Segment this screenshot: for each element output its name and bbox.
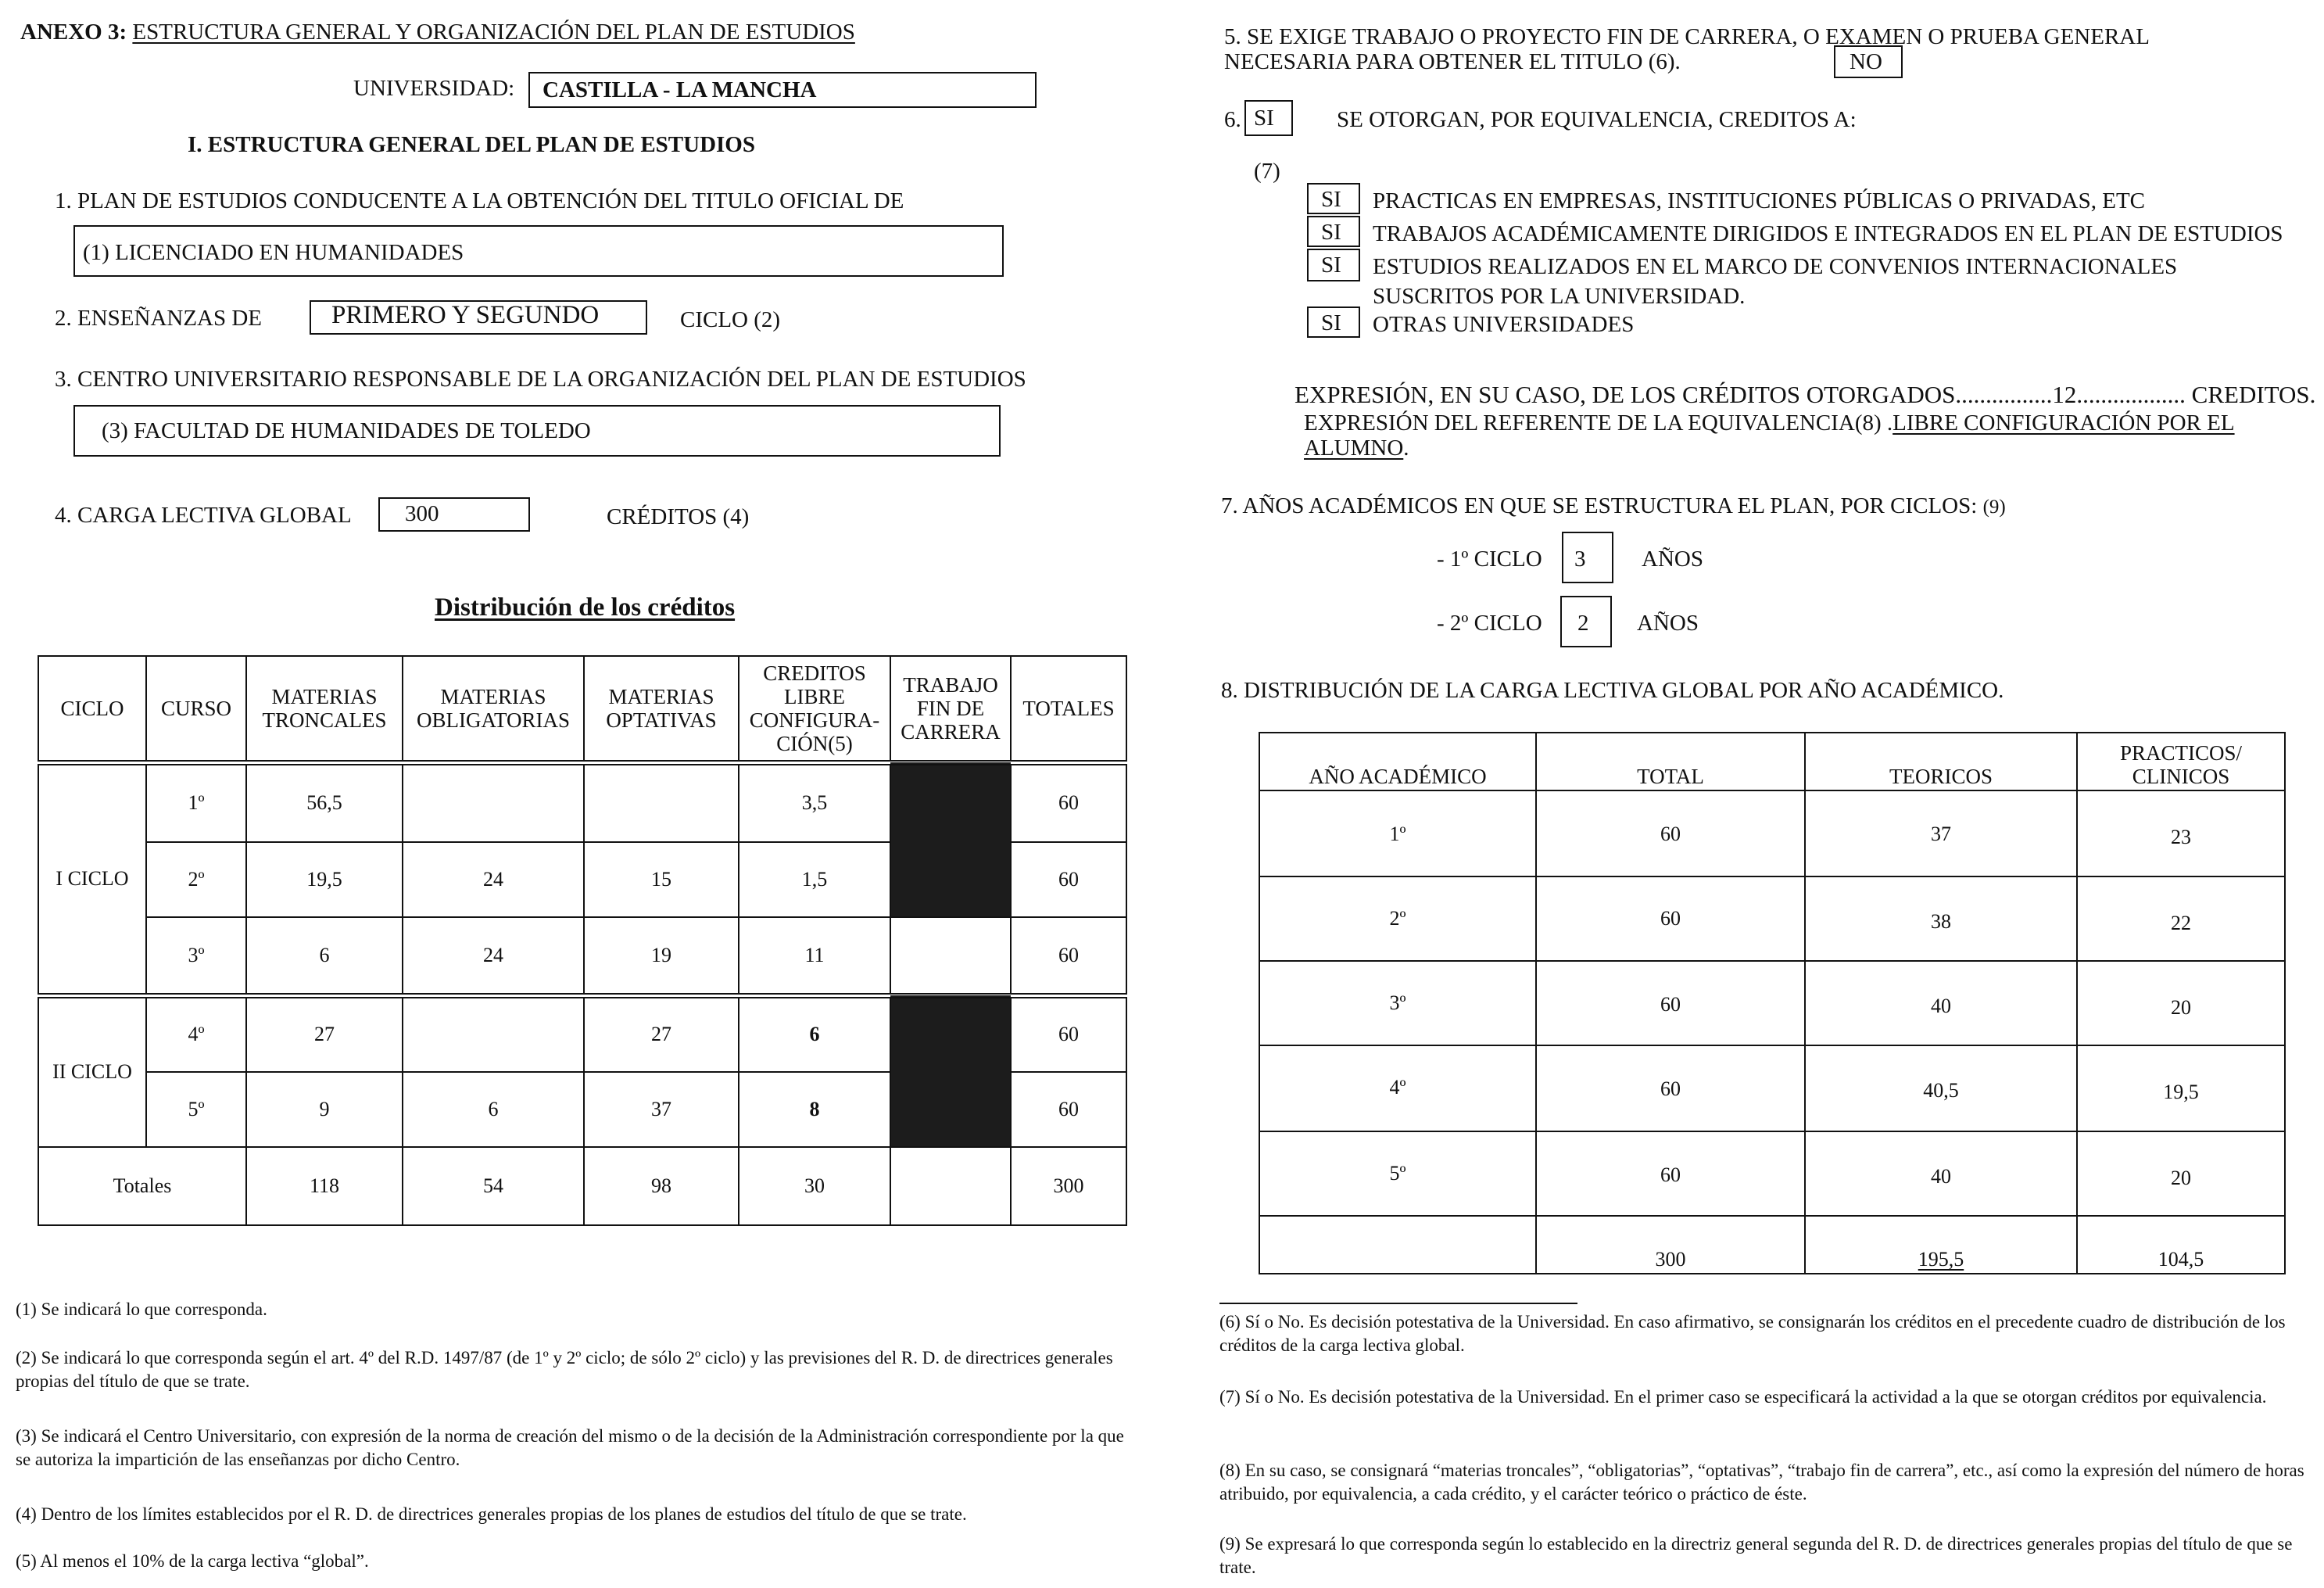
- libre-cell: 3,5: [739, 762, 890, 842]
- header-curso: CURSO: [146, 656, 246, 762]
- item3-label: 3. CENTRO UNIVERSITARIO RESPONSABLE DE LA ORGANIZACIÓN DEL PLAN DE ESTUDIOS: [55, 367, 1026, 392]
- optativas-cell: 37: [584, 1072, 739, 1147]
- practicos-cell: 23: [2077, 790, 2285, 876]
- total-cell: 60: [1536, 790, 1805, 876]
- table-row: [1259, 1131, 2285, 1216]
- troncales-cell: 56,5: [246, 762, 403, 842]
- header-totales: TOTALES: [1011, 656, 1126, 762]
- item2-value: PRIMERO Y SEGUNDO: [331, 301, 600, 329]
- teoricos-cell: 40: [1805, 1131, 2077, 1216]
- anexo-title: ESTRUCTURA GENERAL Y ORGANIZACIÓN DEL PLAN DE ESTUDIOS: [132, 20, 855, 45]
- header-libre: CREDITOS LIBRE CONFIGURA-CIÓN(5): [739, 656, 890, 762]
- footnote-9: (9) Se expresará lo que corresponda según lo establecido en la directriz general segunda del R. D. de directrices generales propias del título de que se trate.: [1219, 1534, 2293, 1577]
- trabajo-shaded-cell: [890, 762, 1011, 917]
- carga-header-practicos: PRACTICOS/ CLINICOS: [2077, 733, 2285, 790]
- expresion-referente-label: EXPRESIÓN DEL REFERENTE DE LA EQUIVALENCIA(8) .: [1304, 410, 1893, 436]
- item4-label: 4. CARGA LECTIVA GLOBAL: [55, 503, 352, 528]
- universidad-label: UNIVERSIDAD:: [353, 76, 515, 101]
- teoricos-cell: 40: [1805, 961, 2077, 1045]
- footnote-7: (7) Sí o No. Es decisión potestativa de la Universidad. En el primer caso se especificará la actividad a la que se otorgan créditos por equivalencia.: [1219, 1387, 2267, 1407]
- ciclo1-label: - 1º CICLO: [1437, 547, 1542, 572]
- item4-box: [378, 497, 530, 532]
- practicos-total: 104,5: [2077, 1216, 2285, 1274]
- ano-total: [1259, 1216, 1536, 1274]
- curso-cell: 3º: [146, 917, 246, 995]
- total-cell: 60: [1536, 1045, 1805, 1131]
- footnote-8: (8) En su caso, se consignará “materias troncales”, “obligatorias”, “optativas”, “trabajo fin de carrera”, etc., así como la expresión del número de horas atribuido, por equivalencia, a cada crédito, y el carácter teórico o práctico de éste.: [1219, 1461, 2304, 1504]
- section-title: I. ESTRUCTURA GENERAL DEL PLAN DE ESTUDIOS: [188, 132, 755, 157]
- item3-value: (3) FACULTAD DE HUMANIDADES DE TOLEDO: [102, 418, 591, 443]
- ano-cell: 5º: [1259, 1131, 1536, 1216]
- carga-header-ano: AÑO ACADÉMICO: [1259, 733, 1536, 790]
- libre-cell: 6: [739, 995, 890, 1072]
- obligatorias-cell: [403, 995, 584, 1072]
- teoricos-cell: 40,5: [1805, 1045, 2077, 1131]
- footnote-2: (2) Se indicará lo que corresponda según el art. 4º del R.D. 1497/87 (de 1º y 2º ciclo; de sólo 2º ciclo) y las previsiones del R. D. de directrices generales propias del título de que se trate.: [16, 1348, 1113, 1391]
- footnote-4: (4) Dentro de los límites establecidos por el R. D. de directrices generales propias de los planes de estudios del título de que se trate.: [16, 1504, 967, 1524]
- total-cell: 60: [1536, 1131, 1805, 1216]
- equiv-value-2: SI: [1321, 220, 1341, 245]
- ano-cell: 2º: [1259, 876, 1536, 961]
- ciclo1-value: 3: [1574, 547, 1586, 572]
- practicos-cell: 22: [2077, 876, 2285, 961]
- table-row: [38, 917, 1126, 995]
- item7-text: [1221, 493, 2006, 521]
- obligatorias-cell: 24: [403, 842, 584, 917]
- ciclo2-label: - 2º CICLO: [1437, 611, 1542, 636]
- item5-text2: NECESARIA PARA OBTENER EL TITULO (6).: [1224, 49, 1681, 74]
- item7-text-note: (9): [1982, 496, 2006, 518]
- carga-table: [1259, 732, 2286, 1274]
- ciclo2-cell: II CICLO: [38, 995, 146, 1147]
- credits-table: [38, 655, 1127, 1226]
- expresion-referente-value: LIBRE CONFIGURACIÓN POR EL: [1893, 410, 2235, 436]
- equiv-text-2: TRABAJOS ACADÉMICAMENTE DIRIGIDOS E INTEGRADOS EN EL PLAN DE ESTUDIOS: [1373, 221, 2283, 246]
- optativas-cell: [584, 762, 739, 842]
- footnote-6: (6) Sí o No. Es decisión potestativa de la Universidad. En caso afirmativo, se consignarán los créditos en el precedente cuadro de distribución de los créditos de la carga lectiva global.: [1219, 1312, 2286, 1355]
- trabajo-total: [890, 1147, 1011, 1225]
- equiv-text-3-cont: SUSCRITOS POR LA UNIVERSIDAD.: [1373, 284, 1746, 309]
- table-row: [1259, 876, 2285, 961]
- ciclo2-value: 2: [1577, 611, 1589, 636]
- table-row: [1259, 961, 2285, 1045]
- equiv-value-3: SI: [1321, 253, 1341, 278]
- item6-value: SI: [1254, 106, 1274, 131]
- item2-suffix: CICLO (2): [680, 307, 781, 332]
- libre-cell: 1,5: [739, 842, 890, 917]
- carga-header-row: [1259, 733, 2285, 790]
- item7-text-main: 7. AÑOS ACADÉMICOS EN QUE SE ESTRUCTURA EL PLAN, POR CICLOS:: [1221, 493, 1978, 518]
- ciclo2-anos: AÑOS: [1637, 611, 1699, 636]
- practicos-cell: 20: [2077, 1131, 2285, 1216]
- item1-label: 1. PLAN DE ESTUDIOS CONDUCENTE A LA OBTENCIÓN DEL TITULO OFICIAL DE: [55, 188, 904, 213]
- header-optativas: MATERIAS OPTATIVAS: [584, 656, 739, 762]
- item5-value: NO: [1850, 49, 1882, 74]
- obligatorias-cell: 6: [403, 1072, 584, 1147]
- practicos-cell: 20: [2077, 961, 2285, 1045]
- ano-cell: 1º: [1259, 790, 1536, 876]
- trabajo-cell: [890, 917, 1011, 995]
- troncales-cell: 19,5: [246, 842, 403, 917]
- obligatorias-total: 54: [403, 1147, 584, 1225]
- troncales-cell: 9: [246, 1072, 403, 1147]
- curso-cell: 5º: [146, 1072, 246, 1147]
- totals-label: Totales: [38, 1147, 246, 1225]
- teoricos-total: 195,5: [1805, 1216, 2077, 1274]
- item6-label: 6.: [1224, 107, 1241, 132]
- optativas-cell: 27: [584, 995, 739, 1072]
- curso-cell: 1º: [146, 762, 246, 842]
- libre-total: 30: [739, 1147, 890, 1225]
- expresion-referente-end: .: [1403, 436, 1409, 461]
- footnote-divider: [1219, 1303, 1577, 1304]
- libre-cell: 11: [739, 917, 890, 995]
- credits-header-row: [38, 656, 1126, 762]
- totals-row: [38, 1147, 1126, 1225]
- expresion-referente: [1304, 410, 2235, 436]
- footnote-5: (5) Al menos el 10% de la carga lectiva “global”.: [16, 1551, 369, 1571]
- totales-cell: 60: [1011, 842, 1126, 917]
- item2-label: 2. ENSEÑANZAS DE: [55, 306, 263, 331]
- optativas-total: 98: [584, 1147, 739, 1225]
- header-ciclo: CICLO: [38, 656, 146, 762]
- item4-value: 300: [405, 501, 439, 526]
- equiv-text-4: OTRAS UNIVERSIDADES: [1373, 312, 1635, 337]
- ciclo1-anos: AÑOS: [1642, 547, 1703, 572]
- troncales-cell: 27: [246, 995, 403, 1072]
- carga-totals-row: [1259, 1216, 2285, 1274]
- totales-cell: 60: [1011, 762, 1126, 842]
- table-row: [38, 762, 1126, 842]
- trabajo-shaded-cell: [890, 995, 1011, 1147]
- ciclo1-box: [1562, 532, 1613, 583]
- expresion-referente-cont: [1304, 435, 1409, 461]
- total-cell: 60: [1536, 961, 1805, 1045]
- equiv-value-1: SI: [1321, 187, 1341, 212]
- totales-cell: 60: [1011, 917, 1126, 995]
- troncales-cell: 6: [246, 917, 403, 995]
- ano-cell: 3º: [1259, 961, 1536, 1045]
- ciclo1-cell: I CICLO: [38, 762, 146, 995]
- item5-text: 5. SE EXIGE TRABAJO O PROYECTO FIN DE CARRERA, O EXAMEN O PRUEBA GENERAL: [1224, 24, 2150, 49]
- item8-text: 8. DISTRIBUCIÓN DE LA CARGA LECTIVA GLOBAL POR AÑO ACADÉMICO.: [1221, 678, 2004, 703]
- expresion-creditos: EXPRESIÓN, EN SU CASO, DE LOS CRÉDITOS OTORGADOS................12.................. CREDITOS.: [1294, 381, 2316, 408]
- header-obligatorias: MATERIAS OBLIGATORIAS: [403, 656, 584, 762]
- item7-note-label: (7): [1254, 159, 1280, 184]
- item4-suffix: CRÉDITOS (4): [607, 504, 750, 529]
- item1-value: (1) LICENCIADO EN HUMANIDADES: [83, 240, 464, 265]
- teoricos-cell: 37: [1805, 790, 2077, 876]
- curso-cell: 2º: [146, 842, 246, 917]
- total-total: 300: [1536, 1216, 1805, 1274]
- table-row: [38, 995, 1126, 1072]
- dist-title: Distribución de los créditos: [435, 593, 736, 622]
- expresion-referente-value-2: ALUMNO: [1304, 436, 1404, 461]
- header-troncales: MATERIAS TRONCALES: [246, 656, 403, 762]
- ano-cell: 4º: [1259, 1045, 1536, 1131]
- equiv-text-3: ESTUDIOS REALIZADOS EN EL MARCO DE CONVENIOS INTERNACIONALES: [1373, 254, 2178, 279]
- item6-text: SE OTORGAN, POR EQUIVALENCIA, CREDITOS A:: [1337, 107, 1857, 132]
- practicos-cell: 19,5: [2077, 1045, 2285, 1131]
- curso-cell: 4º: [146, 995, 246, 1072]
- equiv-text-1: PRACTICAS EN EMPRESAS, INSTITUCIONES PÚBLICAS O PRIVADAS, ETC: [1373, 188, 2146, 213]
- anexo-heading: [20, 19, 855, 45]
- table-row: [1259, 1045, 2285, 1131]
- footnote-3: (3) Se indicará el Centro Universitario, con expresión de la norma de creación del mismo o de la decisión de la Administración correspondiente por la que se autoriza la impartición de las enseñanzas por dicho Centro.: [16, 1426, 1124, 1469]
- footnote-1: (1) Se indicará lo que corresponda.: [16, 1299, 267, 1319]
- table-row: [1259, 790, 2285, 876]
- teoricos-cell: 38: [1805, 876, 2077, 961]
- carga-header-teoricos: TEORICOS: [1805, 733, 2077, 790]
- obligatorias-cell: 24: [403, 917, 584, 995]
- obligatorias-cell: [403, 762, 584, 842]
- grand-total: 300: [1011, 1147, 1126, 1225]
- header-trabajo: TRABAJO FIN DE CARRERA: [890, 656, 1011, 762]
- libre-cell: 8: [739, 1072, 890, 1147]
- totales-cell: 60: [1011, 995, 1126, 1072]
- troncales-total: 118: [246, 1147, 403, 1225]
- optativas-cell: 19: [584, 917, 739, 995]
- total-cell: 60: [1536, 876, 1805, 961]
- totales-cell: 60: [1011, 1072, 1126, 1147]
- optativas-cell: 15: [584, 842, 739, 917]
- anexo-label: ANEXO 3:: [20, 20, 127, 45]
- equiv-value-4: SI: [1321, 310, 1341, 335]
- carga-header-total: TOTAL: [1536, 733, 1805, 790]
- universidad-value: CASTILLA - LA MANCHA: [543, 77, 817, 102]
